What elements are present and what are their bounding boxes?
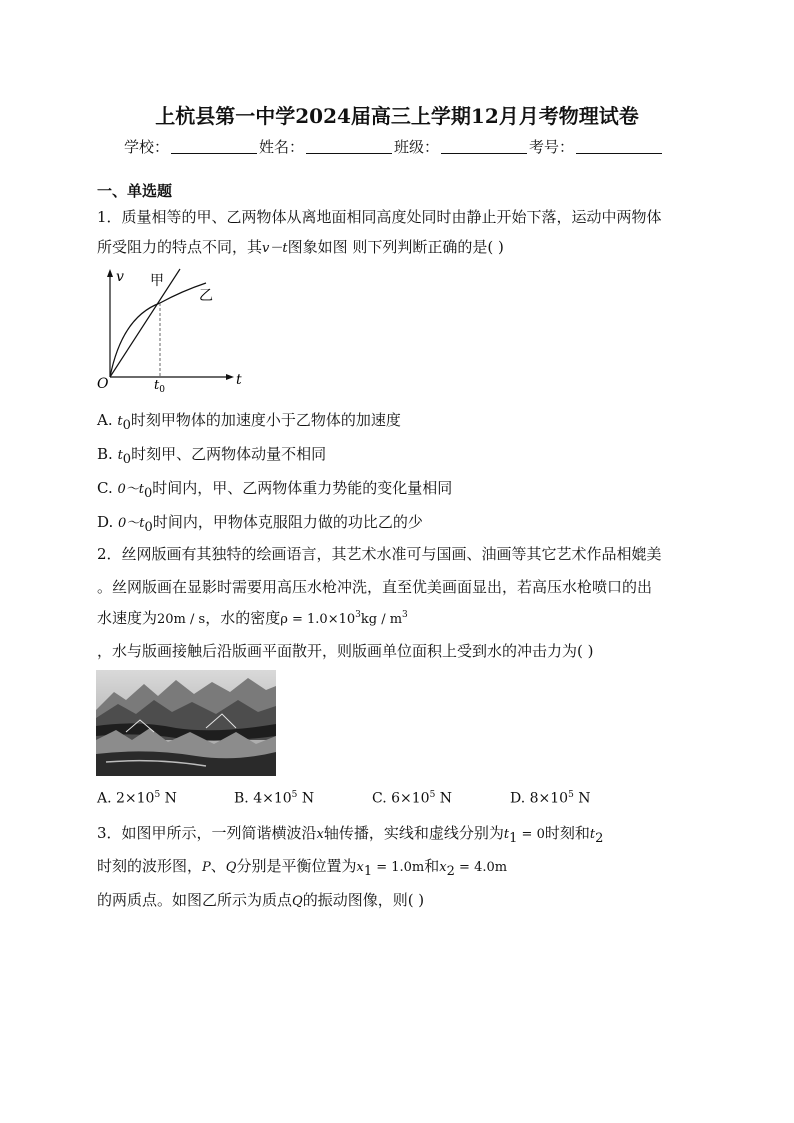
q1-line2: 所受阻力的特点不同，其v－t图象如图 则下列判断正确的是( )	[97, 238, 504, 256]
q2-line1: 2．丝网版画有其独特的绘画语言，其艺术水准可与国画、油画等其它艺术作品相媲美	[97, 545, 662, 563]
q1-line1: 1．质量相等的甲、乙两物体从离地面相同高度处同时由静止开始下落，运动中两物体	[97, 208, 662, 226]
name-label: 姓名：	[259, 138, 305, 156]
q2-option-b: B. $4\times 10^5$ N	[234, 790, 315, 807]
class-label: 班级：	[394, 138, 440, 156]
name-blank	[306, 139, 392, 154]
axis-t-label: t	[236, 372, 242, 388]
q1-option-a: A. $t_0$时刻甲物体的加速度小于乙物体的加速度	[97, 411, 401, 433]
axis-v-label: v	[116, 269, 124, 285]
page-title: 上杭县第一中学2024届高三上学期12月月考物理试卷	[155, 104, 639, 128]
q2-option-c: C. $6\times 10^5$ N	[372, 790, 453, 807]
q1-option-d: D. $0\sim t_0$时间内，甲物体克服阻力做的功比乙的少	[97, 513, 423, 535]
school-label: 学校：	[124, 138, 170, 156]
q2-line4: ，水与版画接触后沿版画平面散开，则版画单位面积上受到水的冲击力为( )	[97, 642, 594, 660]
class-blank	[441, 139, 527, 154]
q2-silkscreen-print-image	[96, 670, 276, 776]
curve-yi	[110, 283, 206, 377]
number-blank	[576, 139, 662, 154]
yi-label: 乙	[199, 288, 213, 304]
t0-label: $t_0$	[154, 378, 165, 393]
q2-option-a: A. $2\times 10^5$ N	[97, 790, 177, 807]
q1-option-b: B. $t_0$时刻甲、乙两物体动量不相同	[97, 445, 327, 467]
student-info	[124, 136, 664, 157]
origin-label: O	[97, 376, 109, 392]
q3-line3: 的两质点。如图乙所示为质点Q的振动图像，则( )	[97, 891, 425, 909]
q1-option-c: C. $0\sim t_0$时间内，甲、乙两物体重力势能的变化量相同	[97, 479, 453, 501]
number-label: 考号：	[529, 138, 575, 156]
q2-line3: 水速度为20m / s，水的密度$\rho = 1.0\times 10^3kg / m^3$	[97, 609, 408, 627]
q2-line2: 。丝网版画在显影时需要用高压水枪冲洗，直至优美画面显出，若高压水枪喷口的出	[97, 578, 653, 596]
q3-line1: 3．如图甲所示，一列简谐横波沿x轴传播，实线和虚线分别为$t_1 = 0$时刻和$t_2$	[97, 824, 604, 846]
q3-line2: 时刻的波形图，P、Q分别是平衡位置为$x_1 = 1.0m$和$x_2 = 4.0m$	[97, 857, 508, 879]
curve-jia	[110, 269, 180, 377]
q1-vt-math: v－t	[262, 241, 288, 256]
school-blank	[171, 139, 257, 154]
q2-option-d: D. $8\times 10^5$ N	[510, 790, 591, 807]
jia-label: 甲	[150, 273, 164, 289]
section-heading: 一、单选题	[97, 182, 173, 200]
q1-vt-graph	[96, 265, 246, 393]
